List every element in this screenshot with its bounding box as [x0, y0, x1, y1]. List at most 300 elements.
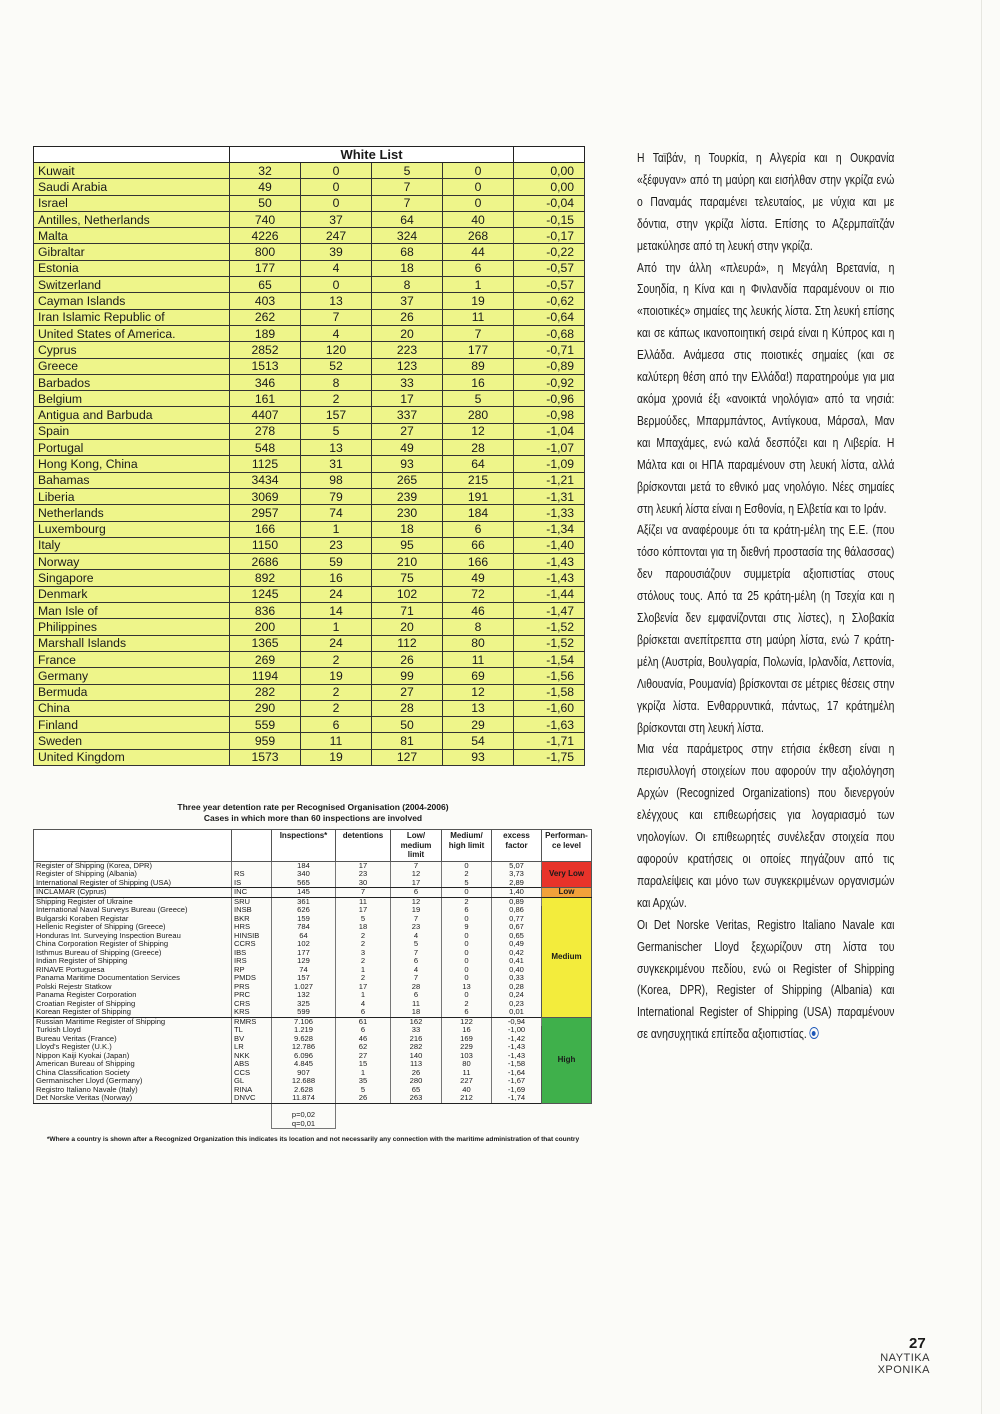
medium-high-limit-cell: 2	[442, 870, 492, 879]
inspections-cell: 189	[230, 325, 301, 341]
performance-level-cell: Very Low	[542, 861, 592, 888]
detentions-cell: 1	[301, 619, 372, 635]
inspections-cell: 159	[272, 915, 336, 924]
detentions-cell: 7	[301, 309, 372, 325]
excess-factor-cell: -1,40	[514, 537, 585, 553]
ro-row	[34, 897, 592, 906]
inspections-cell: 177	[272, 949, 336, 958]
ro-row	[34, 923, 592, 932]
inspections-cell: 361	[272, 897, 336, 906]
country-cell: Sweden	[34, 733, 230, 749]
medium-high-limit-cell: 6	[442, 1008, 492, 1017]
excess-factor-cell: -1,69	[492, 1086, 542, 1095]
ro-row	[34, 1008, 592, 1017]
excess-factor-cell: 0,01	[492, 1008, 542, 1017]
low-medium-limit-cell: 7	[372, 179, 443, 195]
excess-factor-cell: 0,77	[492, 915, 542, 924]
low-medium-limit-cell: 18	[372, 521, 443, 537]
detentions-cell: 2	[301, 700, 372, 716]
low-medium-limit-cell: 102	[372, 586, 443, 602]
inspections-cell: 102	[272, 940, 336, 949]
detentions-cell: 1	[336, 966, 391, 975]
low-medium-limit-cell: 26	[391, 1069, 442, 1078]
inspections-cell: 340	[272, 870, 336, 879]
low-medium-limit-cell: 93	[372, 456, 443, 472]
white-list-row	[34, 179, 585, 195]
inspections-cell: 11.874	[272, 1094, 336, 1103]
low-medium-limit-cell: 71	[372, 603, 443, 619]
excess-factor-cell: -1,42	[492, 1035, 542, 1044]
low-medium-limit-cell: 7	[391, 949, 442, 958]
low-medium-limit-cell: 127	[372, 749, 443, 765]
abbreviation-cell: CCS	[232, 1069, 272, 1078]
low-medium-limit-cell: 265	[372, 472, 443, 488]
article-paragraph-5	[637, 914, 894, 1045]
inspections-cell: 269	[230, 651, 301, 667]
detentions-cell: 5	[336, 915, 391, 924]
medium-high-limit-cell: 44	[443, 244, 514, 260]
detentions-cell: 1	[301, 521, 372, 537]
detentions-cell: 39	[301, 244, 372, 260]
inspections-cell: 12.688	[272, 1077, 336, 1086]
medium-high-limit-cell: 12	[443, 684, 514, 700]
excess-factor-cell: 0,86	[492, 906, 542, 915]
country-cell: Greece	[34, 358, 230, 374]
inspections-cell: 325	[272, 1000, 336, 1009]
inspections-cell: 177	[230, 260, 301, 276]
excess-factor-cell: -1,04	[514, 423, 585, 439]
low-medium-limit-cell: 20	[372, 325, 443, 341]
inspections-cell: 157	[272, 974, 336, 983]
detentions-cell: 18	[336, 923, 391, 932]
inspections-cell: 282	[230, 684, 301, 700]
medium-high-limit-cell: 8	[443, 619, 514, 635]
inspections-cell: 74	[272, 966, 336, 975]
detentions-cell: 1	[336, 1069, 391, 1078]
excess-factor-cell: -1,34	[514, 521, 585, 537]
medium-high-limit-cell: 80	[443, 635, 514, 651]
ro-caption	[33, 802, 593, 824]
country-cell: Man Isle of	[34, 603, 230, 619]
excess-factor-cell: 0,28	[492, 983, 542, 992]
medium-high-limit-cell: 229	[442, 1043, 492, 1052]
detentions-cell: 11	[301, 733, 372, 749]
page-number: 27	[909, 1335, 926, 1352]
inspections-cell: 4407	[230, 407, 301, 423]
excess-factor-cell: -0,17	[514, 228, 585, 244]
medium-high-limit-cell: 66	[443, 537, 514, 553]
white-list-row	[34, 342, 585, 358]
country-cell: Belgium	[34, 391, 230, 407]
low-medium-limit-cell: 68	[372, 244, 443, 260]
white-list-row	[34, 521, 585, 537]
excess-factor-cell: -1,43	[514, 554, 585, 570]
organisation-cell: Germanischer Lloyd (Germany)	[34, 1077, 232, 1086]
inspections-cell: 800	[230, 244, 301, 260]
medium-high-limit-cell: 227	[442, 1077, 492, 1086]
white-list-row	[34, 163, 585, 179]
inspections-cell: 836	[230, 603, 301, 619]
detentions-cell: 17	[336, 983, 391, 992]
low-medium-limit-cell: 112	[372, 635, 443, 651]
inspections-cell: 65	[230, 277, 301, 293]
abbreviation-cell	[232, 861, 272, 870]
excess-factor-cell: -1,43	[514, 570, 585, 586]
medium-high-limit-cell: 89	[443, 358, 514, 374]
excess-factor-cell: -0,96	[514, 391, 585, 407]
low-medium-limit-cell: 20	[372, 619, 443, 635]
excess-factor-cell: -0,94	[492, 1017, 542, 1026]
abbreviation-cell: PRS	[232, 983, 272, 992]
country-cell: United Kingdom	[34, 749, 230, 765]
organisation-cell: Russian Maritime Register of Shipping	[34, 1017, 232, 1026]
inspections-cell: 145	[272, 888, 336, 898]
detentions-cell: 24	[301, 635, 372, 651]
organisation-cell: Honduras Int. Surveying Inspection Bureau	[34, 932, 232, 941]
medium-high-limit-cell: 40	[443, 211, 514, 227]
country-cell: Israel	[34, 195, 230, 211]
excess-factor-cell: 0,23	[492, 1000, 542, 1009]
medium-high-limit-cell: 191	[443, 488, 514, 504]
medium-high-limit-cell: 16	[443, 374, 514, 390]
excess-factor-cell: 0,42	[492, 949, 542, 958]
excess-factor-cell: -0,62	[514, 293, 585, 309]
country-cell: Norway	[34, 554, 230, 570]
excess-factor-cell: -1,43	[492, 1052, 542, 1061]
detentions-cell: 27	[336, 1052, 391, 1061]
country-cell: Denmark	[34, 586, 230, 602]
ro-row	[34, 983, 592, 992]
low-medium-limit-cell: 17	[391, 879, 442, 888]
white-list-title: White List	[230, 147, 514, 163]
excess-factor-cell: -0,64	[514, 309, 585, 325]
detentions-cell: 0	[301, 195, 372, 211]
detentions-cell: 24	[301, 586, 372, 602]
abbreviation-cell: INSB	[232, 906, 272, 915]
detentions-cell: 4	[336, 1000, 391, 1009]
inspections-cell: 2852	[230, 342, 301, 358]
excess-factor-cell: -1,56	[514, 668, 585, 684]
low-medium-limit-cell: 280	[391, 1077, 442, 1086]
inspections-cell: 1.219	[272, 1026, 336, 1035]
excess-factor-cell: 0,49	[492, 940, 542, 949]
organisation-cell: Panama Register Corporation	[34, 991, 232, 1000]
inspections-cell: 1194	[230, 668, 301, 684]
inspections-cell: 64	[272, 932, 336, 941]
excess-factor-cell: -1,60	[514, 700, 585, 716]
low-medium-limit-cell: 4	[391, 932, 442, 941]
country-cell: Gibraltar	[34, 244, 230, 260]
excess-factor-cell: -0,57	[514, 277, 585, 293]
excess-factor-cell: -1,31	[514, 488, 585, 504]
inspections-cell: 1150	[230, 537, 301, 553]
medium-high-limit-cell: 72	[443, 586, 514, 602]
white-list-row	[34, 423, 585, 439]
low-medium-limit-cell: 337	[372, 407, 443, 423]
medium-high-limit-cell: 0	[442, 949, 492, 958]
ro-header-excess: excess factor	[492, 830, 542, 862]
country-cell: Portugal	[34, 440, 230, 456]
low-medium-limit-cell: 64	[372, 211, 443, 227]
ro-row	[34, 932, 592, 941]
low-medium-limit-cell: 50	[372, 717, 443, 733]
ro-header-medium-high: Medium/ high limit	[442, 830, 492, 862]
abbreviation-cell: RMRS	[232, 1017, 272, 1026]
detentions-cell: 2	[301, 684, 372, 700]
inspections-cell: 3434	[230, 472, 301, 488]
ro-row	[34, 1026, 592, 1035]
detentions-cell: 2	[301, 391, 372, 407]
inspections-cell: 907	[272, 1069, 336, 1078]
low-medium-limit-cell: 12	[391, 870, 442, 879]
country-cell: Cyprus	[34, 342, 230, 358]
abbreviation-cell: TL	[232, 1026, 272, 1035]
white-list-row	[34, 472, 585, 488]
detentions-cell: 37	[301, 211, 372, 227]
low-medium-limit-cell: 23	[391, 923, 442, 932]
medium-high-limit-cell: 0	[443, 195, 514, 211]
low-medium-limit-cell: 7	[391, 974, 442, 983]
excess-factor-cell: -1,64	[492, 1069, 542, 1078]
white-list-row	[34, 635, 585, 651]
organisation-cell: Polski Rejestr Statkow	[34, 983, 232, 992]
ro-row	[34, 1000, 592, 1009]
white-list-row	[34, 554, 585, 570]
low-medium-limit-cell: 282	[391, 1043, 442, 1052]
country-cell: Finland	[34, 717, 230, 733]
detentions-cell: 11	[336, 897, 391, 906]
white-list-row	[34, 668, 585, 684]
excess-factor-cell: -1,00	[492, 1026, 542, 1035]
detentions-cell: 2	[336, 940, 391, 949]
inspections-cell: 50	[230, 195, 301, 211]
abbreviation-cell: RINA	[232, 1086, 272, 1095]
detentions-cell: 2	[336, 974, 391, 983]
low-medium-limit-cell: 33	[372, 374, 443, 390]
organisation-cell: Hellenic Register of Shipping (Greece)	[34, 923, 232, 932]
excess-factor-cell: 0,41	[492, 957, 542, 966]
medium-high-limit-cell: 7	[443, 325, 514, 341]
organisation-cell: Panama Maritime Documentation Services	[34, 974, 232, 983]
detentions-cell: 74	[301, 505, 372, 521]
medium-high-limit-cell: 6	[442, 906, 492, 915]
inspections-cell: 290	[230, 700, 301, 716]
white-list-row	[34, 374, 585, 390]
country-cell: Estonia	[34, 260, 230, 276]
detentions-cell: 62	[336, 1043, 391, 1052]
country-cell: Liberia	[34, 488, 230, 504]
low-medium-limit-cell: 5	[391, 940, 442, 949]
country-cell: United States of America.	[34, 325, 230, 341]
detentions-cell: 26	[336, 1094, 391, 1103]
white-list-row	[34, 244, 585, 260]
country-cell: Cayman Islands	[34, 293, 230, 309]
excess-factor-cell: 3,73	[492, 870, 542, 879]
medium-high-limit-cell: 69	[443, 668, 514, 684]
detentions-cell: 30	[336, 879, 391, 888]
detentions-cell: 0	[301, 277, 372, 293]
excess-factor-cell: -0,04	[514, 195, 585, 211]
medium-high-limit-cell: 177	[443, 342, 514, 358]
white-list-row	[34, 391, 585, 407]
organisation-cell: Korean Register of Shipping	[34, 1008, 232, 1017]
country-cell: Hong Kong, China	[34, 456, 230, 472]
inspections-cell: 1245	[230, 586, 301, 602]
detentions-cell: 13	[301, 440, 372, 456]
ro-row	[34, 957, 592, 966]
article-paragraph-1: Η Ταϊβάν, η Τουρκία, η Αλγερία και η Ουκρανία «ξέφυγαν» από τη μαύρη και εισήλθαν στην γκρίζα ενώ ο Παναμάς παραμένει τελευταίος, με νύχια και με δόντια, στην γκρίζα λίστα. Επίσης το Αζερμπαϊτζάν μετακύλησε από τη λευκή στην γκρίζα.	[637, 150, 895, 253]
excess-factor-cell: 0,67	[492, 923, 542, 932]
ro-row	[34, 966, 592, 975]
white-list-row	[34, 260, 585, 276]
white-list-row	[34, 586, 585, 602]
organisation-cell: RINAVE Portuguesa	[34, 966, 232, 975]
low-medium-limit-cell: 17	[372, 391, 443, 407]
inspections-cell: 129	[272, 957, 336, 966]
medium-high-limit-cell: 103	[442, 1052, 492, 1061]
medium-high-limit-cell: 9	[442, 923, 492, 932]
country-cell: Antigua and Barbuda	[34, 407, 230, 423]
organisation-cell: Indian Register of Shipping	[34, 957, 232, 966]
medium-high-limit-cell: 184	[443, 505, 514, 521]
abbreviation-cell: RS	[232, 870, 272, 879]
inspections-cell: 200	[230, 619, 301, 635]
country-cell: Saudi Arabia	[34, 179, 230, 195]
medium-high-limit-cell: 169	[442, 1035, 492, 1044]
medium-high-limit-cell: 0	[442, 932, 492, 941]
excess-factor-cell: -1,44	[514, 586, 585, 602]
white-list-row	[34, 211, 585, 227]
country-cell: China	[34, 700, 230, 716]
detentions-cell: 120	[301, 342, 372, 358]
medium-high-limit-cell: 0	[442, 888, 492, 898]
excess-factor-cell: -0,57	[514, 260, 585, 276]
detentions-cell: 17	[336, 906, 391, 915]
organisation-cell: Det Norske Veritas (Norway)	[34, 1094, 232, 1103]
ro-row	[34, 1060, 592, 1069]
excess-factor-cell: -1,74	[492, 1094, 542, 1103]
inspections-cell: 565	[272, 879, 336, 888]
organisation-cell: International Register of Shipping (USA)	[34, 879, 232, 888]
white-list-row	[34, 325, 585, 341]
excess-factor-cell: -0,92	[514, 374, 585, 390]
medium-high-limit-cell: 19	[443, 293, 514, 309]
detentions-cell: 14	[301, 603, 372, 619]
article-paragraph-5-text: Οι Det Norske Veritas, Registro Italiano Navale και Germanischer Lloyd ξεχωρίζουν στη λίστα του συγκεκριμένου πεδίου, ενώ οι Register of Shipping (Korea, DPR), Register of Shipping (Albania) και International Register of Shipping (USA) παραμένουν σε ανησυχητικά επίπεδα αξιοπιστίας.	[637, 916, 895, 1042]
detentions-cell: 8	[301, 374, 372, 390]
medium-high-limit-cell: 0	[442, 915, 492, 924]
low-medium-limit-cell: 140	[391, 1052, 442, 1061]
abbreviation-cell: DNVC	[232, 1094, 272, 1103]
low-medium-limit-cell: 223	[372, 342, 443, 358]
organisation-cell: Bulgarski Koraben Registar	[34, 915, 232, 924]
excess-factor-cell: 5,07	[492, 861, 542, 870]
inspections-cell: 403	[230, 293, 301, 309]
detentions-cell: 2	[336, 932, 391, 941]
organisation-cell: Bureau Veritas (France)	[34, 1035, 232, 1044]
medium-high-limit-cell: 268	[443, 228, 514, 244]
medium-high-limit-cell: 11	[442, 1069, 492, 1078]
medium-high-limit-cell: 49	[443, 570, 514, 586]
white-list-row	[34, 537, 585, 553]
white-list-row	[34, 603, 585, 619]
medium-high-limit-cell: 46	[443, 603, 514, 619]
excess-factor-cell: 0,40	[492, 966, 542, 975]
organisation-cell: Turkish Lloyd	[34, 1026, 232, 1035]
abbreviation-cell: HRS	[232, 923, 272, 932]
organisation-cell: China Classification Society	[34, 1069, 232, 1078]
ro-table	[33, 829, 592, 1129]
inspections-cell: 161	[230, 391, 301, 407]
medium-high-limit-cell: 212	[442, 1094, 492, 1103]
article-paragraph-4: Μια νέα παράμετρος στην ετήσια έκθεση είναι η περισυλλογή στοιχείων που αφορούν την αξιολόγηση Αρχών (Recognized Organizations) που διενεργούν ελέγχους και επιθεωρήσεις για λογαριασμό των νηολογίων. Οι επιθεωρητές συνέλεξαν στοιχεία που αφορούν κρατήσεις οι οποίες πηγάζουν από τις παραλείψεις και μόνο των συγκεκριμένων οργανισμών και Αρχών.	[637, 741, 895, 910]
ro-row	[34, 861, 592, 870]
detentions-cell: 5	[336, 1086, 391, 1095]
medium-high-limit-cell: 0	[442, 991, 492, 1000]
detentions-cell: 31	[301, 456, 372, 472]
country-cell: Bermuda	[34, 684, 230, 700]
detentions-cell: 5	[301, 423, 372, 439]
detentions-cell: 247	[301, 228, 372, 244]
excess-factor-cell: -1,07	[514, 440, 585, 456]
medium-high-limit-cell: 5	[443, 391, 514, 407]
white-list-row	[34, 358, 585, 374]
abbreviation-cell: IRS	[232, 957, 272, 966]
medium-high-limit-cell: 11	[443, 309, 514, 325]
organisation-cell: Registro Italiano Navale (Italy)	[34, 1086, 232, 1095]
excess-factor-cell: 0,00	[514, 163, 585, 179]
low-medium-limit-cell: 123	[372, 358, 443, 374]
low-medium-limit-cell: 6	[391, 991, 442, 1000]
medium-high-limit-cell: 54	[443, 733, 514, 749]
detentions-cell: 2	[336, 957, 391, 966]
inspections-cell: 4226	[230, 228, 301, 244]
white-list-row	[34, 228, 585, 244]
detentions-cell: 4	[301, 260, 372, 276]
inspections-cell: 2.628	[272, 1086, 336, 1095]
medium-high-limit-cell: 0	[442, 957, 492, 966]
excess-factor-cell: -1,75	[514, 749, 585, 765]
inspections-cell: 1573	[230, 749, 301, 765]
detentions-cell: 4	[301, 325, 372, 341]
medium-high-limit-cell: 29	[443, 717, 514, 733]
medium-high-limit-cell: 11	[443, 651, 514, 667]
performance-level-cell: Low	[542, 888, 592, 898]
publication-name	[868, 1352, 930, 1376]
ro-row	[34, 870, 592, 879]
excess-factor-cell: -0,22	[514, 244, 585, 260]
ro-header-low-medium: Low/ medium limit	[391, 830, 442, 862]
inspections-cell: 9.628	[272, 1035, 336, 1044]
medium-high-limit-cell: 0	[443, 163, 514, 179]
medium-high-limit-cell: 0	[443, 179, 514, 195]
medium-high-limit-cell: 0	[442, 861, 492, 870]
white-list-row	[34, 505, 585, 521]
abbreviation-cell: NKK	[232, 1052, 272, 1061]
excess-factor-cell: -1,47	[514, 603, 585, 619]
medium-high-limit-cell: 280	[443, 407, 514, 423]
low-medium-limit-cell: 49	[372, 440, 443, 456]
low-medium-limit-cell: 26	[372, 651, 443, 667]
country-cell: Malta	[34, 228, 230, 244]
detentions-cell: 13	[301, 293, 372, 309]
inspections-cell: 6.096	[272, 1052, 336, 1061]
white-list-row	[34, 619, 585, 635]
excess-factor-cell: 0,00	[514, 179, 585, 195]
medium-high-limit-cell: 13	[443, 700, 514, 716]
ro-section	[33, 802, 593, 1150]
ro-caption-line-2: Cases in which more than 60 inspections are involved	[203, 813, 423, 823]
